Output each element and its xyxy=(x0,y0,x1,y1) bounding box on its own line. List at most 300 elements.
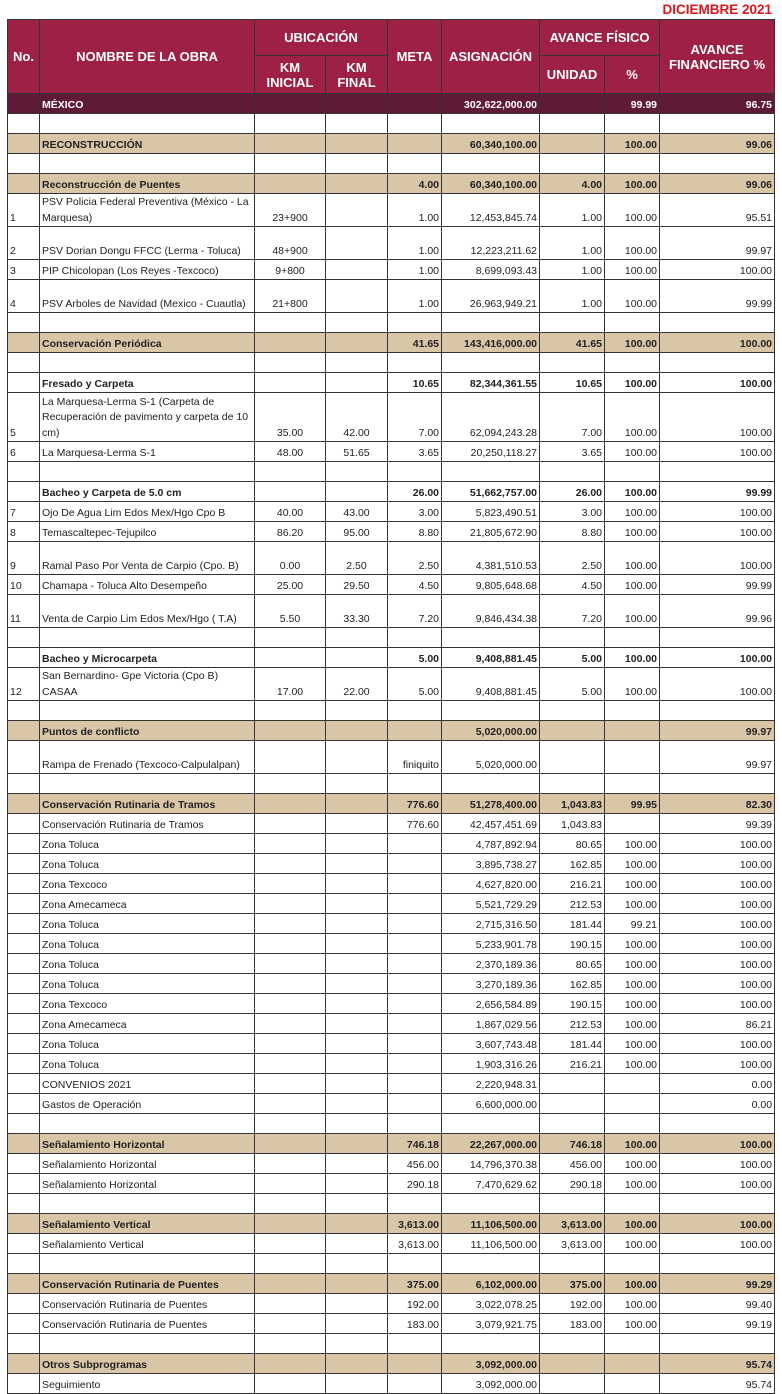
row-number-cell xyxy=(8,1254,40,1274)
work-name-cell: Otros Subprogramas xyxy=(40,1354,255,1374)
work-name-cell xyxy=(40,353,255,373)
work-name-cell: Temascaltepec-Tejupilco xyxy=(40,522,255,542)
work-name-cell: Zona Amecameca xyxy=(40,1014,255,1034)
meta-cell xyxy=(388,1194,442,1214)
blank-row xyxy=(8,701,775,721)
km-inicial-cell xyxy=(255,1054,326,1074)
avance-fisico-pct-cell: 100.00 xyxy=(605,260,660,280)
unidad-cell: 183.00 xyxy=(540,1314,605,1334)
asignacion-cell: 4,787,892.94 xyxy=(442,834,540,854)
avance-financiero-pct-cell: 100.00 xyxy=(660,974,775,994)
avance-financiero-pct-cell: 100.00 xyxy=(660,442,775,462)
meta-cell xyxy=(388,874,442,894)
section-row xyxy=(8,482,775,502)
avance-financiero-pct-cell: 100.00 xyxy=(660,260,775,280)
unidad-cell xyxy=(540,721,605,741)
avance-fisico-pct-cell: 100.00 xyxy=(605,595,660,628)
work-name-cell xyxy=(40,1334,255,1354)
meta-cell: 290.18 xyxy=(388,1174,442,1194)
unidad-cell: 26.00 xyxy=(540,482,605,502)
km-final-cell xyxy=(326,894,388,914)
unidad-cell: 1,043.83 xyxy=(540,814,605,834)
row-number-cell xyxy=(8,114,40,134)
row-number-cell xyxy=(8,333,40,353)
avance-fisico-pct-cell: 100.00 xyxy=(605,834,660,854)
table-row xyxy=(8,393,775,442)
km-inicial-cell xyxy=(255,1114,326,1134)
meta-cell xyxy=(388,701,442,721)
avance-financiero-pct-cell: 99.39 xyxy=(660,814,775,834)
asignacion-cell: 11,106,500.00 xyxy=(442,1234,540,1254)
asignacion-cell: 6,102,000.00 xyxy=(442,1274,540,1294)
avance-fisico-pct-cell: 100.00 xyxy=(605,894,660,914)
unidad-cell: 5.00 xyxy=(540,648,605,668)
section-row xyxy=(8,333,775,353)
km-inicial-cell xyxy=(255,701,326,721)
avance-financiero-pct-cell: 100.00 xyxy=(660,373,775,393)
work-name-cell xyxy=(40,1114,255,1134)
meta-cell: 776.60 xyxy=(388,814,442,834)
header-no: No. xyxy=(8,20,40,94)
km-inicial-cell xyxy=(255,134,326,154)
work-name-cell: Zona Toluca xyxy=(40,854,255,874)
section-row xyxy=(8,373,775,393)
asignacion-cell: 5,020,000.00 xyxy=(442,741,540,774)
km-inicial-cell xyxy=(255,934,326,954)
header-asignacion: ASIGNACIÓN xyxy=(442,20,540,94)
meta-cell xyxy=(388,462,442,482)
asignacion-cell: 3,092,000.00 xyxy=(442,1354,540,1374)
avance-financiero-pct-cell: 100.00 xyxy=(660,333,775,353)
avance-fisico-pct-cell: 100.00 xyxy=(605,373,660,393)
km-inicial-cell xyxy=(255,333,326,353)
meta-cell xyxy=(388,1354,442,1374)
meta-cell: 776.60 xyxy=(388,794,442,814)
avance-financiero-pct-cell xyxy=(660,1194,775,1214)
unidad-cell: 8.80 xyxy=(540,522,605,542)
unidad-cell: 10.65 xyxy=(540,373,605,393)
row-number-cell xyxy=(8,1034,40,1054)
work-name-cell: Señalamiento Vertical xyxy=(40,1234,255,1254)
asignacion-cell: 60,340,100.00 xyxy=(442,174,540,194)
km-inicial-cell xyxy=(255,1014,326,1034)
report-date: DICIEMBRE 2021 xyxy=(662,2,772,17)
km-inicial-cell xyxy=(255,154,326,174)
avance-financiero-pct-cell: 100.00 xyxy=(660,1154,775,1174)
avance-financiero-pct-cell: 99.06 xyxy=(660,134,775,154)
table-row xyxy=(8,874,775,894)
row-number-cell: 2 xyxy=(8,227,40,260)
km-final-cell xyxy=(326,874,388,894)
meta-cell xyxy=(388,1114,442,1134)
unidad-cell: 4.00 xyxy=(540,174,605,194)
row-number-cell xyxy=(8,174,40,194)
work-name-cell: Señalamiento Horizontal xyxy=(40,1134,255,1154)
row-number-cell xyxy=(8,482,40,502)
meta-cell xyxy=(388,353,442,373)
km-inicial-cell xyxy=(255,1334,326,1354)
unidad-cell xyxy=(540,313,605,333)
unidad-cell: 3.65 xyxy=(540,442,605,462)
header-avance-fisico: AVANCE FÍSICO xyxy=(540,20,660,56)
avance-fisico-pct-cell: 100.00 xyxy=(605,227,660,260)
row-number-cell xyxy=(8,1234,40,1254)
blank-row xyxy=(8,1334,775,1354)
meta-cell: 10.65 xyxy=(388,373,442,393)
work-name-cell: Conservación Rutinaria de Puentes xyxy=(40,1294,255,1314)
unidad-cell: 1.00 xyxy=(540,260,605,280)
asignacion-cell: 9,805,648.68 xyxy=(442,575,540,595)
table-row xyxy=(8,502,775,522)
km-final-cell xyxy=(326,974,388,994)
avance-fisico-pct-cell: 100.00 xyxy=(605,194,660,227)
km-final-cell xyxy=(326,114,388,134)
avance-financiero-pct-cell xyxy=(660,628,775,648)
table-row xyxy=(8,1014,775,1034)
avance-financiero-pct-cell: 99.29 xyxy=(660,1274,775,1294)
asignacion-cell xyxy=(442,774,540,794)
km-final-cell xyxy=(326,227,388,260)
km-final-cell xyxy=(326,994,388,1014)
meta-cell: 3,613.00 xyxy=(388,1234,442,1254)
asignacion-cell: 8,699,093.43 xyxy=(442,260,540,280)
meta-cell xyxy=(388,914,442,934)
row-number-cell xyxy=(8,1334,40,1354)
unidad-cell xyxy=(540,353,605,373)
avance-financiero-pct-cell: 99.40 xyxy=(660,1294,775,1314)
blank-row xyxy=(8,1114,775,1134)
km-final-cell xyxy=(326,1274,388,1294)
row-number-cell xyxy=(8,774,40,794)
asignacion-cell xyxy=(442,1194,540,1214)
avance-financiero-pct-cell: 99.06 xyxy=(660,174,775,194)
avance-fisico-pct-cell: 99.21 xyxy=(605,914,660,934)
table-row xyxy=(8,994,775,1014)
table-row xyxy=(8,814,775,834)
asignacion-cell xyxy=(442,313,540,333)
asignacion-cell xyxy=(442,1114,540,1134)
asignacion-cell: 143,416,000.00 xyxy=(442,333,540,353)
row-number-cell xyxy=(8,1314,40,1334)
row-number-cell xyxy=(8,94,40,114)
avance-financiero-pct-cell: 100.00 xyxy=(660,934,775,954)
row-number-cell xyxy=(8,313,40,333)
avance-financiero-pct-cell: 100.00 xyxy=(660,393,775,442)
km-final-cell xyxy=(326,1174,388,1194)
km-final-cell xyxy=(326,94,388,114)
km-final-cell: 2.50 xyxy=(326,542,388,575)
unidad-cell xyxy=(540,94,605,114)
avance-financiero-pct-cell: 100.00 xyxy=(660,954,775,974)
avance-fisico-pct-cell: 100.00 xyxy=(605,280,660,313)
km-final-cell xyxy=(326,154,388,174)
avance-financiero-pct-cell xyxy=(660,1334,775,1354)
asignacion-cell: 60,340,100.00 xyxy=(442,134,540,154)
km-inicial-cell: 86.20 xyxy=(255,522,326,542)
row-number-cell xyxy=(8,1174,40,1194)
avance-fisico-pct-cell xyxy=(605,1374,660,1394)
km-final-cell xyxy=(326,741,388,774)
km-inicial-cell xyxy=(255,1234,326,1254)
asignacion-cell: 3,092,000.00 xyxy=(442,1374,540,1394)
work-name-cell: PSV Dorian Dongu FFCC (Lerma - Toluca) xyxy=(40,227,255,260)
unidad-cell: 181.44 xyxy=(540,914,605,934)
avance-financiero-pct-cell: 0.00 xyxy=(660,1094,775,1114)
km-inicial-cell: 35.00 xyxy=(255,393,326,442)
km-final-cell xyxy=(326,1054,388,1074)
row-number-cell xyxy=(8,648,40,668)
row-number-cell: 12 xyxy=(8,668,40,701)
avance-financiero-pct-cell xyxy=(660,114,775,134)
row-number-cell xyxy=(8,794,40,814)
km-inicial-cell: 48.00 xyxy=(255,442,326,462)
work-name-cell: Chamapa - Toluca Alto Desempeño xyxy=(40,575,255,595)
meta-cell xyxy=(388,854,442,874)
table-row xyxy=(8,741,775,774)
row-number-cell: 11 xyxy=(8,595,40,628)
work-name-cell: Bacheo y Carpeta de 5.0 cm xyxy=(40,482,255,502)
km-final-cell xyxy=(326,1194,388,1214)
unidad-cell xyxy=(540,462,605,482)
avance-financiero-pct-cell: 100.00 xyxy=(660,914,775,934)
work-name-cell: Conservación Periódica xyxy=(40,333,255,353)
work-name-cell xyxy=(40,313,255,333)
section-row xyxy=(8,1214,775,1234)
table-row xyxy=(8,1234,775,1254)
avance-financiero-pct-cell xyxy=(660,774,775,794)
km-inicial-cell: 5.50 xyxy=(255,595,326,628)
km-final-cell xyxy=(326,1014,388,1034)
work-name-cell: PSV Arboles de Navidad (Mexico - Cuautla) xyxy=(40,280,255,313)
km-final-cell xyxy=(326,1074,388,1094)
km-inicial-cell xyxy=(255,1194,326,1214)
table-row xyxy=(8,1314,775,1334)
row-number-cell xyxy=(8,628,40,648)
km-inicial-cell: 25.00 xyxy=(255,575,326,595)
km-inicial-cell xyxy=(255,854,326,874)
work-name-cell: Zona Toluca xyxy=(40,1054,255,1074)
asignacion-cell: 12,453,845.74 xyxy=(442,194,540,227)
km-final-cell xyxy=(326,628,388,648)
km-final-cell: 22.00 xyxy=(326,668,388,701)
unidad-cell xyxy=(540,741,605,774)
meta-cell: 3,613.00 xyxy=(388,1214,442,1234)
work-name-cell: MÉXICO xyxy=(40,94,255,114)
work-name-cell: Venta de Carpio Lim Edos Mex/Hgo ( T.A) xyxy=(40,595,255,628)
work-name-cell: San Bernardino- Gpe Victoria (Cpo B) CASAA xyxy=(40,668,255,701)
table-row xyxy=(8,914,775,934)
km-final-cell xyxy=(326,1334,388,1354)
meta-cell: 8.80 xyxy=(388,522,442,542)
meta-cell xyxy=(388,134,442,154)
km-inicial-cell xyxy=(255,1154,326,1174)
table-row xyxy=(8,1174,775,1194)
unidad-cell: 3.00 xyxy=(540,502,605,522)
meta-cell: 7.00 xyxy=(388,393,442,442)
avance-fisico-pct-cell xyxy=(605,774,660,794)
avance-financiero-pct-cell xyxy=(660,313,775,333)
km-final-cell xyxy=(326,721,388,741)
section-row xyxy=(8,134,775,154)
avance-financiero-pct-cell: 99.97 xyxy=(660,721,775,741)
meta-cell: 746.18 xyxy=(388,1134,442,1154)
km-inicial-cell xyxy=(255,373,326,393)
table-row xyxy=(8,1054,775,1074)
unidad-cell xyxy=(540,1094,605,1114)
section-row xyxy=(8,1354,775,1374)
km-final-cell xyxy=(326,914,388,934)
meta-cell xyxy=(388,1034,442,1054)
asignacion-cell: 4,627,820.00 xyxy=(442,874,540,894)
asignacion-cell: 9,408,881.45 xyxy=(442,648,540,668)
avance-fisico-pct-cell: 99.99 xyxy=(605,94,660,114)
avance-fisico-pct-cell: 100.00 xyxy=(605,333,660,353)
km-inicial-cell xyxy=(255,1074,326,1094)
km-final-cell xyxy=(326,854,388,874)
table-row xyxy=(8,854,775,874)
unidad-cell: 216.21 xyxy=(540,874,605,894)
km-final-cell xyxy=(326,834,388,854)
unidad-cell: 746.18 xyxy=(540,1134,605,1154)
asignacion-cell: 1,867,029.56 xyxy=(442,1014,540,1034)
avance-financiero-pct-cell: 100.00 xyxy=(660,894,775,914)
asignacion-cell: 3,270,189.36 xyxy=(442,974,540,994)
avance-fisico-pct-cell: 100.00 xyxy=(605,134,660,154)
meta-cell xyxy=(388,721,442,741)
km-final-cell xyxy=(326,794,388,814)
table-row xyxy=(8,542,775,575)
km-inicial-cell xyxy=(255,1314,326,1334)
row-number-cell xyxy=(8,1134,40,1154)
work-name-cell: Zona Toluca xyxy=(40,974,255,994)
avance-financiero-pct-cell xyxy=(660,701,775,721)
unidad-cell: 5.00 xyxy=(540,668,605,701)
km-inicial-cell xyxy=(255,1294,326,1314)
asignacion-cell xyxy=(442,353,540,373)
unidad-cell xyxy=(540,774,605,794)
km-final-cell xyxy=(326,280,388,313)
km-inicial-cell: 0.00 xyxy=(255,542,326,575)
meta-cell: finiquito xyxy=(388,741,442,774)
km-inicial-cell xyxy=(255,741,326,774)
km-final-cell xyxy=(326,313,388,333)
work-name-cell: Conservación Rutinaria de Tramos xyxy=(40,794,255,814)
asignacion-cell: 3,895,738.27 xyxy=(442,854,540,874)
work-name-cell: Zona Toluca xyxy=(40,1034,255,1054)
avance-financiero-pct-cell: 100.00 xyxy=(660,648,775,668)
meta-cell: 5.00 xyxy=(388,648,442,668)
row-number-cell xyxy=(8,353,40,373)
avance-fisico-pct-cell xyxy=(605,313,660,333)
blank-row xyxy=(8,628,775,648)
km-final-cell xyxy=(326,1374,388,1394)
unidad-cell: 162.85 xyxy=(540,974,605,994)
km-final-cell xyxy=(326,934,388,954)
section-row xyxy=(8,648,775,668)
avance-financiero-pct-cell: 99.99 xyxy=(660,280,775,313)
total-row xyxy=(8,94,775,114)
avance-financiero-pct-cell: 99.97 xyxy=(660,741,775,774)
row-number-cell xyxy=(8,1054,40,1074)
avance-fisico-pct-cell xyxy=(605,1354,660,1374)
meta-cell xyxy=(388,114,442,134)
unidad-cell: 1.00 xyxy=(540,280,605,313)
km-inicial-cell xyxy=(255,834,326,854)
row-number-cell xyxy=(8,1374,40,1394)
avance-fisico-pct-cell: 100.00 xyxy=(605,1034,660,1054)
unidad-cell: 375.00 xyxy=(540,1274,605,1294)
row-number-cell: 1 xyxy=(8,194,40,227)
km-inicial-cell xyxy=(255,1214,326,1234)
row-number-cell xyxy=(8,721,40,741)
asignacion-cell: 2,656,584.89 xyxy=(442,994,540,1014)
avance-financiero-pct-cell: 100.00 xyxy=(660,502,775,522)
km-inicial-cell xyxy=(255,814,326,834)
row-number-cell: 9 xyxy=(8,542,40,575)
avance-fisico-pct-cell xyxy=(605,114,660,134)
km-inicial-cell xyxy=(255,1034,326,1054)
unidad-cell xyxy=(540,1334,605,1354)
work-name-cell: Bacheo y Microcarpeta xyxy=(40,648,255,668)
work-name-cell xyxy=(40,628,255,648)
work-name-cell: Seguimiento xyxy=(40,1374,255,1394)
km-inicial-cell: 17.00 xyxy=(255,668,326,701)
asignacion-cell: 9,846,434.38 xyxy=(442,595,540,628)
meta-cell: 2.50 xyxy=(388,542,442,575)
asignacion-cell: 82,344,361.55 xyxy=(442,373,540,393)
table-row xyxy=(8,227,775,260)
meta-cell: 3.65 xyxy=(388,442,442,462)
unidad-cell xyxy=(540,134,605,154)
unidad-cell: 80.65 xyxy=(540,954,605,974)
work-name-cell: Conservación Rutinaria de Puentes xyxy=(40,1274,255,1294)
avance-fisico-pct-cell xyxy=(605,1114,660,1134)
work-name-cell: Zona Toluca xyxy=(40,954,255,974)
meta-cell xyxy=(388,1094,442,1114)
asignacion-cell: 2,370,189.36 xyxy=(442,954,540,974)
avance-financiero-pct-cell: 99.97 xyxy=(660,227,775,260)
table-row xyxy=(8,934,775,954)
row-number-cell xyxy=(8,741,40,774)
avance-financiero-pct-cell: 96.75 xyxy=(660,94,775,114)
km-final-cell: 43.00 xyxy=(326,502,388,522)
avance-fisico-pct-cell: 100.00 xyxy=(605,1314,660,1334)
work-name-cell xyxy=(40,701,255,721)
asignacion-cell xyxy=(442,114,540,134)
km-inicial-cell: 9+800 xyxy=(255,260,326,280)
meta-cell xyxy=(388,1014,442,1034)
row-number-cell: 10 xyxy=(8,575,40,595)
row-number-cell xyxy=(8,1154,40,1174)
work-name-cell: PSV Policia Federal Preventiva (México - La Marquesa) xyxy=(40,194,255,227)
km-inicial-cell xyxy=(255,482,326,502)
row-number-cell xyxy=(8,1094,40,1114)
avance-financiero-pct-cell: 95.74 xyxy=(660,1374,775,1394)
meta-cell xyxy=(388,774,442,794)
row-number-cell xyxy=(8,701,40,721)
avance-financiero-pct-cell: 100.00 xyxy=(660,1234,775,1254)
km-inicial-cell: 21+800 xyxy=(255,280,326,313)
km-inicial-cell xyxy=(255,114,326,134)
km-inicial-cell xyxy=(255,794,326,814)
work-name-cell: Reconstrucción de Puentes xyxy=(40,174,255,194)
row-number-cell xyxy=(8,874,40,894)
header-unidad: UNIDAD xyxy=(540,56,605,94)
avance-financiero-pct-cell: 100.00 xyxy=(660,522,775,542)
avance-financiero-pct-cell: 99.99 xyxy=(660,482,775,502)
km-final-cell: 95.00 xyxy=(326,522,388,542)
avance-fisico-pct-cell xyxy=(605,1194,660,1214)
